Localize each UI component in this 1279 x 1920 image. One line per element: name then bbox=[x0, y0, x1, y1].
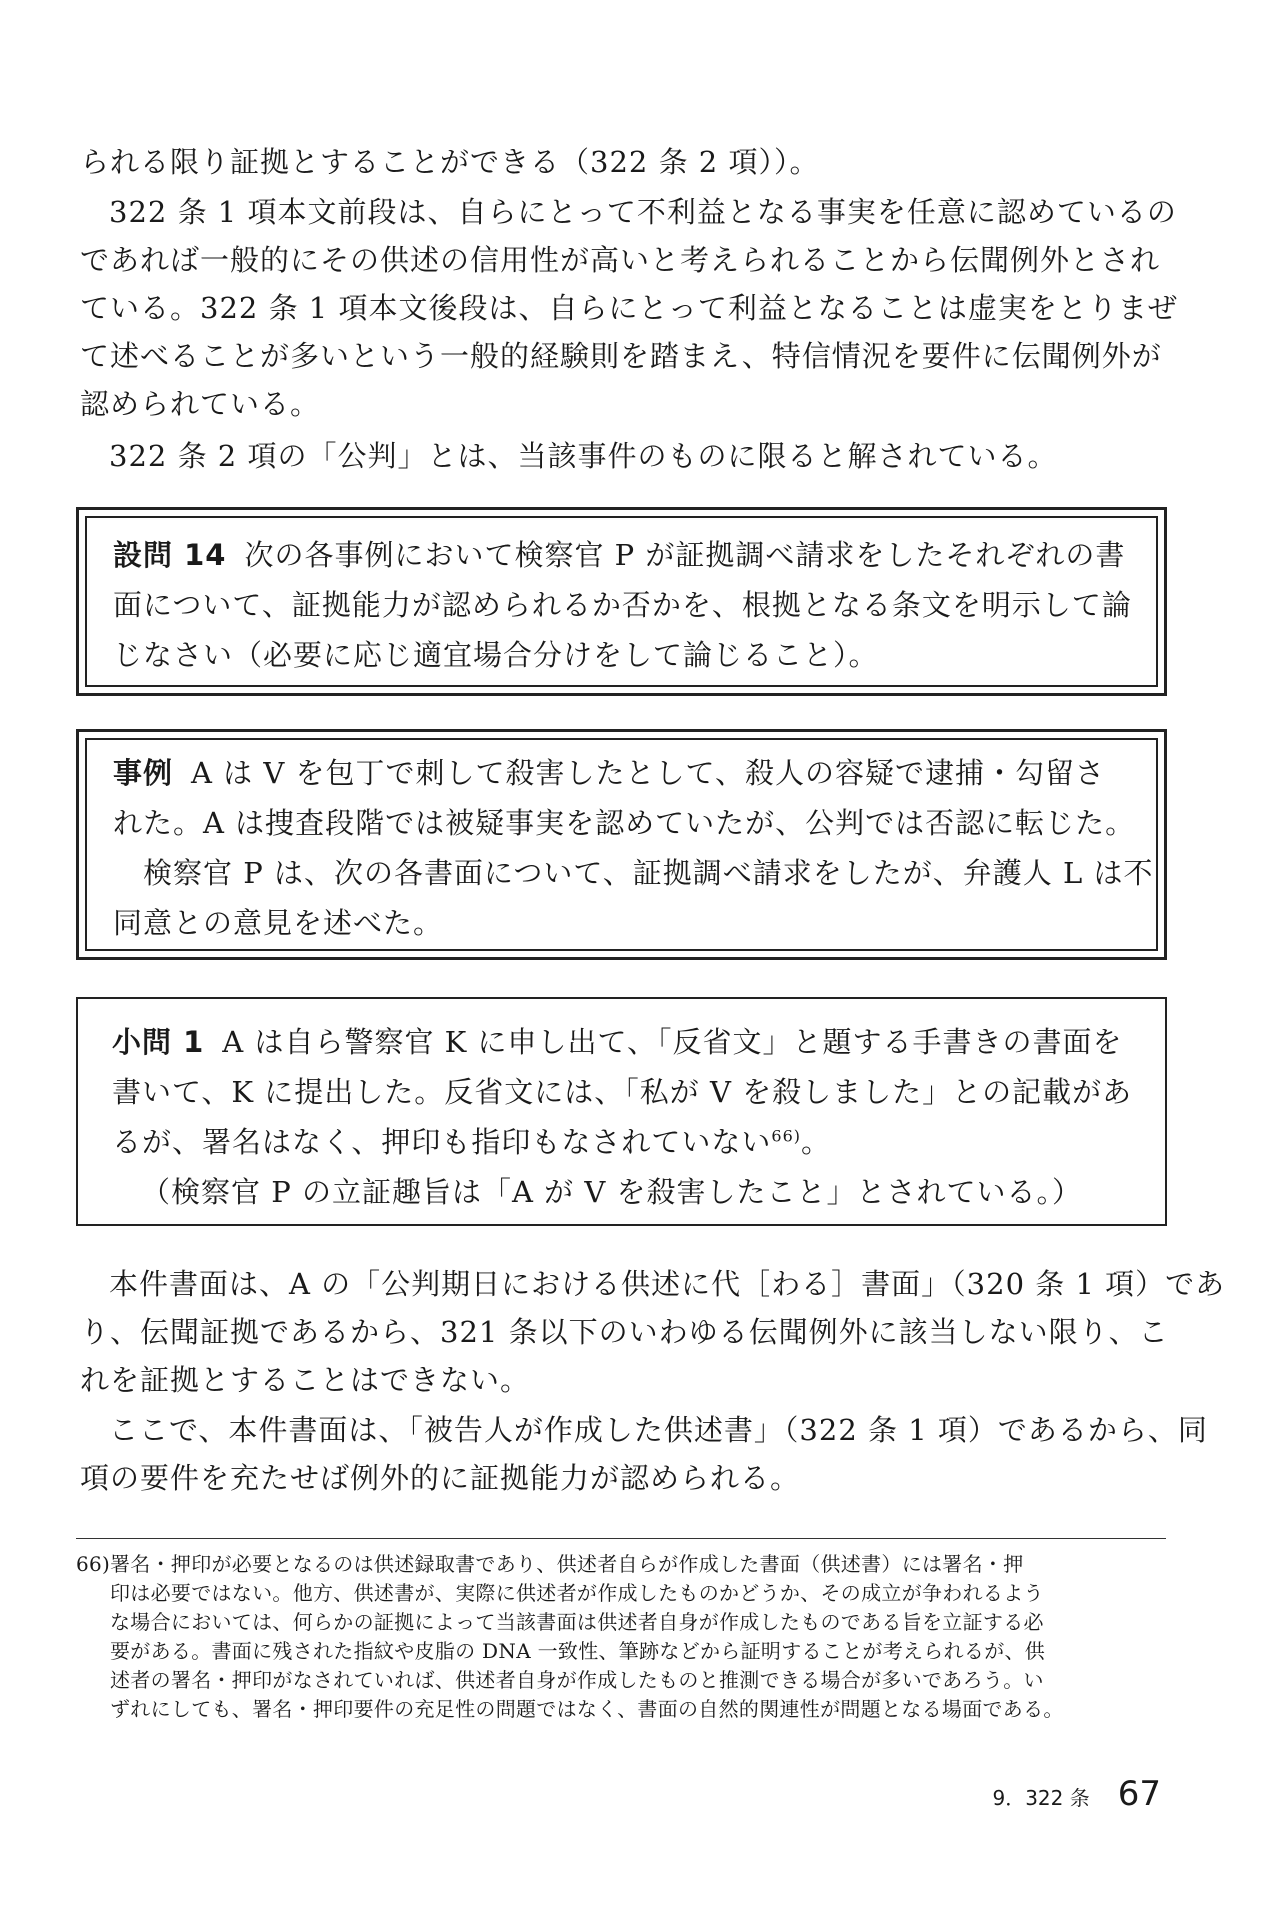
page-number: 67 bbox=[1117, 1774, 1161, 1814]
footnote-divider bbox=[76, 1538, 1166, 1539]
answer-paragraph-1 bbox=[80, 1260, 1226, 1404]
text-line: ここで、本件書面は、「被告人が作成した供述書」（322 条 1 項）であるから、同 bbox=[109, 1413, 1208, 1447]
case-label: 事例 bbox=[113, 756, 174, 790]
intro-continuation bbox=[80, 138, 1175, 186]
text-line: 322 条 1 項本文前段は、自らにとって不利益となる事実を任意に認めているの bbox=[109, 195, 1177, 229]
text-line: A は自ら警察官 K に申し出て、「反省文」と題する手書きの書面を bbox=[222, 1025, 1123, 1059]
footnote-number: 66) bbox=[76, 1552, 111, 1576]
text-line: じなさい（必要に応じ適宜場合分けをして論じること）。 bbox=[113, 638, 879, 672]
text-line: （検察官 P の立証趣旨は「A が V を殺害したこと」とされている。） bbox=[141, 1175, 1082, 1209]
text-line: A は V を包丁で刺して殺害したとして、殺人の容疑で逮捕・勾留さ bbox=[191, 756, 1105, 790]
text-line: るが、署名はなく、押印も指印もなされていない bbox=[112, 1125, 772, 1159]
text-line-end: 。 bbox=[801, 1125, 832, 1159]
footnote-line: ずれにしても、署名・押印要件の充足性の問題ではなく、書面の自然的関連性が問題となる場面である。 bbox=[110, 1697, 1064, 1721]
footnote-line: 印は必要ではない。他方、供述書が、実際に供述者が作成したものかどうか、その成立が争われるよう bbox=[110, 1581, 1044, 1605]
question-content bbox=[113, 530, 1140, 680]
footnote-line: 述者の署名・押印がなされていれば、供述者自身が作成したものと推測できる場合が多いであろう。い bbox=[110, 1668, 1044, 1692]
text-line: れた。A は捜査段階では被疑事実を認めていたが、公判では否認に転じた。 bbox=[113, 806, 1136, 840]
chapter-title: 9．322 条 bbox=[992, 1786, 1090, 1810]
footnote-line: 署名・押印が必要となるのは供述録取書であり、供述者自らが作成した書面（供述書）には署名・押 bbox=[110, 1552, 1024, 1576]
text-line: られる限り証拠とすることができる（322 条 2 項））。 bbox=[80, 145, 820, 179]
question-label: 設問 14 bbox=[113, 538, 227, 572]
case-box bbox=[76, 729, 1167, 960]
text-line: 本件書面は、A の「公判期日における供述に代［わる］書面」（320 条 1 項）であ bbox=[109, 1267, 1226, 1301]
paragraph-322-explanation bbox=[80, 188, 1178, 428]
footnote-reference[interactable]: 66) bbox=[771, 1126, 802, 1146]
text-line: 面について、証拠能力が認められるか否かを、根拠となる条文を明示して論 bbox=[113, 588, 1132, 622]
paragraph-koban bbox=[80, 432, 1175, 480]
subquestion-label: 小問 1 bbox=[112, 1025, 205, 1059]
text-line: であれば一般的にその供述の信用性が高いと考えられることから伝聞例外とされ bbox=[80, 243, 1161, 277]
case-content bbox=[113, 748, 1154, 948]
text-line: 322 条 2 項の「公判」とは、当該事件のものに限ると解されている。 bbox=[109, 439, 1058, 473]
text-line: 同意との意見を述べた。 bbox=[113, 906, 444, 940]
page-footer bbox=[992, 1774, 1161, 1814]
subquestion-content bbox=[112, 1017, 1141, 1217]
text-line: れを証拠とすることはできない。 bbox=[80, 1363, 531, 1397]
text-line: 検察官 P は、次の各書面について、証拠調べ請求をしたが、弁護人 L は不 bbox=[113, 856, 1154, 890]
text-line: 認められている。 bbox=[80, 387, 321, 421]
question-box bbox=[76, 507, 1167, 696]
footnote-body bbox=[110, 1550, 1176, 1724]
footnote-line: な場合においては、何らかの証拠によって当該書面は供述者自身が作成したものである旨を立証する必 bbox=[110, 1610, 1044, 1634]
text-line: て述べることが多いという一般的経験則を踏まえ、特信情況を要件に伝聞例外が bbox=[80, 339, 1162, 373]
text-line: 次の各事例において検察官 P が証拠調べ請求をしたそれぞれの書 bbox=[244, 538, 1126, 572]
footnote-line: 要がある。書面に残された指紋や皮脂の DNA 一致性、筆跡などから証明することが考えられるが、供 bbox=[110, 1639, 1046, 1663]
text-line: 項の要件を充たせば例外的に証拠能力が認められる。 bbox=[80, 1461, 801, 1495]
answer-paragraph-2 bbox=[80, 1406, 1208, 1502]
text-line: り、伝聞証拠であるから、321 条以下のいわゆる伝聞例外に該当しない限り、こ bbox=[80, 1315, 1169, 1349]
text-line: 書いて、K に提出した。反省文には、「私が V を殺しました」との記載があ bbox=[112, 1075, 1133, 1109]
text-line: ている。322 条 1 項本文後段は、自らにとって利益となることは虚実をとりまぜ bbox=[80, 291, 1178, 325]
subquestion-box bbox=[76, 997, 1167, 1226]
